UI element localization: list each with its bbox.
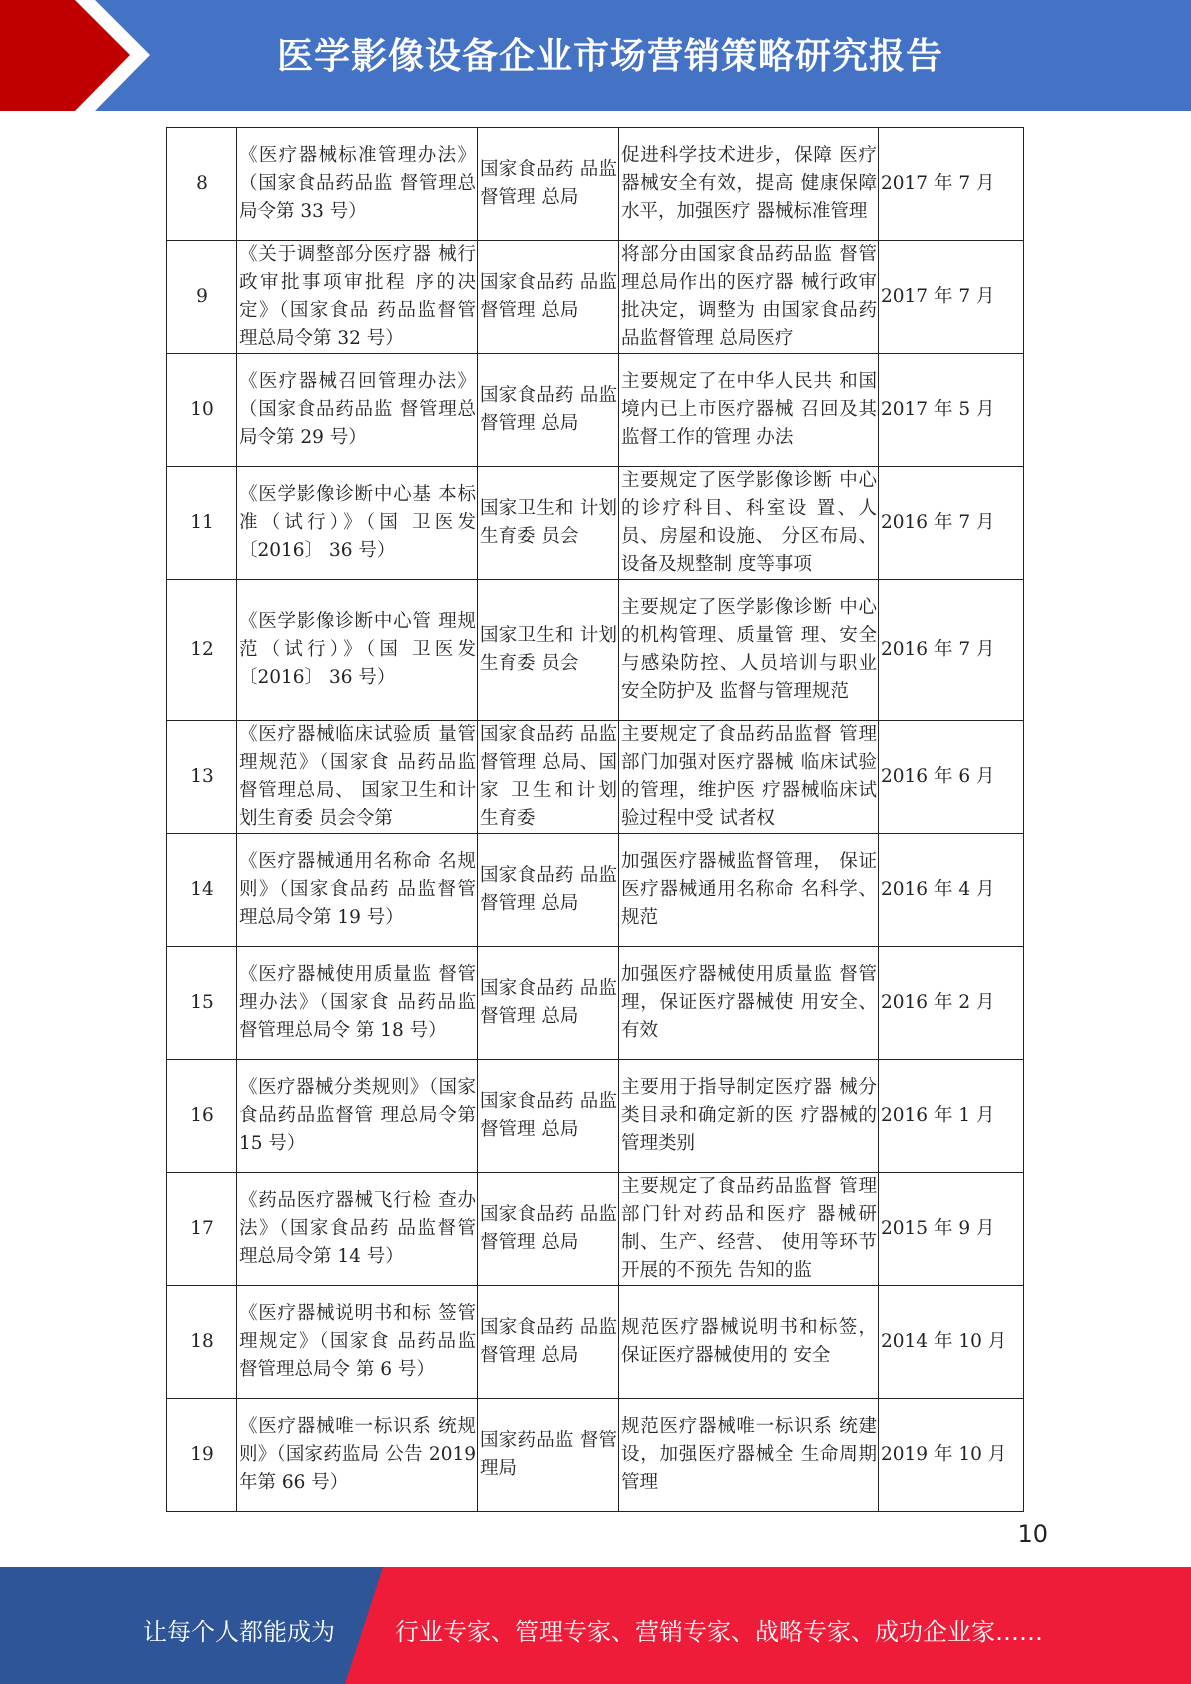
row-number: 10 — [167, 354, 237, 467]
issue-date: 2016 年 4 月 — [879, 834, 1024, 947]
regulation-summary: 加强医疗器械使用质量监 督管理，保证医疗器械使 用安全、有效 — [619, 947, 879, 1060]
row-number: 18 — [167, 1286, 237, 1399]
issuing-authority: 国家食品药 品监督管理 总局 — [478, 1060, 619, 1173]
footer-slogan-right: 行业专家、管理专家、营销专家、战略专家、成功企业家…… — [395, 1618, 1043, 1646]
regulation-name: 《医疗器械唯一标识系 统规则》（国家药监局 公告 2019 年第 66 号） — [237, 1399, 478, 1512]
row-number: 14 — [167, 834, 237, 947]
regulation-summary: 主要规定了医学影像诊断 中心的诊疗科目、科室设 置、人员、房屋和设施、 分区布局、设备及规整制 度等事项 — [619, 467, 879, 580]
issue-date: 2017 年 7 月 — [879, 241, 1024, 354]
issue-date: 2016 年 7 月 — [879, 580, 1024, 721]
issue-date: 2019 年 10 月 — [879, 1399, 1024, 1512]
regulation-summary: 将部分由国家食品药品监 督管理总局作出的医疗器 械行政审批决定，调整为 由国家食品药品监督管理 总局医疗 — [619, 241, 879, 354]
table-row — [167, 947, 1024, 1060]
regulation-name: 《医学影像诊断中心基 本标准（试行）》（国 卫医发〔2016〕 36 号） — [237, 467, 478, 580]
regulation-name: 《医学影像诊断中心管 理规范（试行）》（国 卫医发〔2016〕 36 号） — [237, 580, 478, 721]
header-arrow-icon — [0, 0, 160, 111]
row-number: 9 — [167, 241, 237, 354]
regulation-summary: 主要规定了食品药品监督 管理部门加强对医疗器械 临床试验的管理，维护医 疗器械临床试验过程中受 试者权 — [619, 721, 879, 834]
row-number: 12 — [167, 580, 237, 721]
row-number: 17 — [167, 1173, 237, 1286]
issuing-authority: 国家食品药 品监督管理 总局、国家 卫生和计划 生育委 — [478, 721, 619, 834]
table-row — [167, 834, 1024, 947]
table-row — [167, 354, 1024, 467]
issue-date: 2017 年 7 月 — [879, 128, 1024, 241]
issue-date: 2016 年 1 月 — [879, 1060, 1024, 1173]
row-number: 11 — [167, 467, 237, 580]
regulation-name: 《医疗器械临床试验质 量管理规范》（国家食 品药品监督管理总局、 国家卫生和计划生育委 员会令第 — [237, 721, 478, 834]
regulation-name: 《药品医疗器械飞行检 查办法》（国家食品药 品监督管理总局令第 14 号） — [237, 1173, 478, 1286]
report-title: 医学影像设备企业市场营销策略研究报告 — [276, 36, 943, 77]
regulation-summary: 规范医疗器械说明书和标签，保证医疗器械使用的 安全 — [619, 1286, 879, 1399]
regulation-name: 《医疗器械召回管理办法》（国家食品药品监 督管理总局令第 29 号） — [237, 354, 478, 467]
issuing-authority: 国家卫生和 计划生育委 员会 — [478, 580, 619, 721]
regulation-name: 《关于调整部分医疗器 械行政审批事项审批程 序的决定》（国家食品 药品监督管理总局令第 32 号） — [237, 241, 478, 354]
issuing-authority: 国家卫生和 计划生育委 员会 — [478, 467, 619, 580]
table-row — [167, 1060, 1024, 1173]
issuing-authority: 国家食品药 品监督管理 总局 — [478, 354, 619, 467]
regulation-summary: 主要用于指导制定医疗器 械分类目录和确定新的医 疗器械的管理类别 — [619, 1060, 879, 1173]
footer-slogan-left: 让每个人都能成为 — [143, 1618, 335, 1646]
issuing-authority: 国家食品药 品监督管理 总局 — [478, 1173, 619, 1286]
row-number: 16 — [167, 1060, 237, 1173]
issuing-authority: 国家食品药 品监督管理 总局 — [478, 241, 619, 354]
issue-date: 2016 年 6 月 — [879, 721, 1024, 834]
row-number: 19 — [167, 1399, 237, 1512]
regulation-summary: 规范医疗器械唯一标识系 统建设，加强医疗器械全 生命周期管理 — [619, 1399, 879, 1512]
table-row — [167, 1286, 1024, 1399]
table-row — [167, 1399, 1024, 1512]
issuing-authority: 国家食品药 品监督管理 总局 — [478, 128, 619, 241]
regulation-summary: 主要规定了在中华人民共 和国境内已上市医疗器械 召回及其监督工作的管理 办法 — [619, 354, 879, 467]
regulation-summary: 加强医疗器械监督管理， 保证医疗器械通用名称命 名科学、规范 — [619, 834, 879, 947]
row-number: 13 — [167, 721, 237, 834]
regulation-name: 《医疗器械标准管理办法》（国家食品药品监 督管理总局令第 33 号） — [237, 128, 478, 241]
regulation-summary: 主要规定了食品药品监督 管理部门针对药品和医疗 器械研制、生产、经营、 使用等环节开展的不预先 告知的监 — [619, 1173, 879, 1286]
issuing-authority: 国家食品药 品监督管理 总局 — [478, 1286, 619, 1399]
table-row — [167, 580, 1024, 721]
issue-date: 2016 年 7 月 — [879, 467, 1024, 580]
regulation-name: 《医疗器械通用名称命 名规则》（国家食品药 品监督管理总局令第 19 号） — [237, 834, 478, 947]
table-row — [167, 1173, 1024, 1286]
table-row — [167, 128, 1024, 241]
table-row — [167, 241, 1024, 354]
row-number: 15 — [167, 947, 237, 1060]
row-number: 8 — [167, 128, 237, 241]
issue-date: 2014 年 10 月 — [879, 1286, 1024, 1399]
issuing-authority: 国家食品药 品监督管理 总局 — [478, 834, 619, 947]
issue-date: 2015 年 9 月 — [879, 1173, 1024, 1286]
page-number: 10 — [1017, 1520, 1048, 1548]
issue-date: 2017 年 5 月 — [879, 354, 1024, 467]
regulation-summary: 主要规定了医学影像诊断 中心的机构管理、质量管 理、安全与感染防控、人员培训与职业安全防护及 监督与管理规范 — [619, 580, 879, 721]
regulation-summary: 促进科学技术进步，保障 医疗器械安全有效，提高 健康保障水平，加强医疗 器械标准管理 — [619, 128, 879, 241]
issuing-authority: 国家食品药 品监督管理 总局 — [478, 947, 619, 1060]
regulations-table — [166, 127, 1024, 1512]
table-row — [167, 721, 1024, 834]
regulation-name: 《医疗器械说明书和标 签管理规定》（国家食 品药品监督管理总局令 第 6 号） — [237, 1286, 478, 1399]
issue-date: 2016 年 2 月 — [879, 947, 1024, 1060]
regulation-name: 《医疗器械分类规则》（国家食品药品监督管 理总局令第 15 号） — [237, 1060, 478, 1173]
table-row — [167, 467, 1024, 580]
issuing-authority: 国家药品监 督管理局 — [478, 1399, 619, 1512]
regulation-name: 《医疗器械使用质量监 督管理办法》（国家食 品药品监督管理总局令 第 18 号） — [237, 947, 478, 1060]
